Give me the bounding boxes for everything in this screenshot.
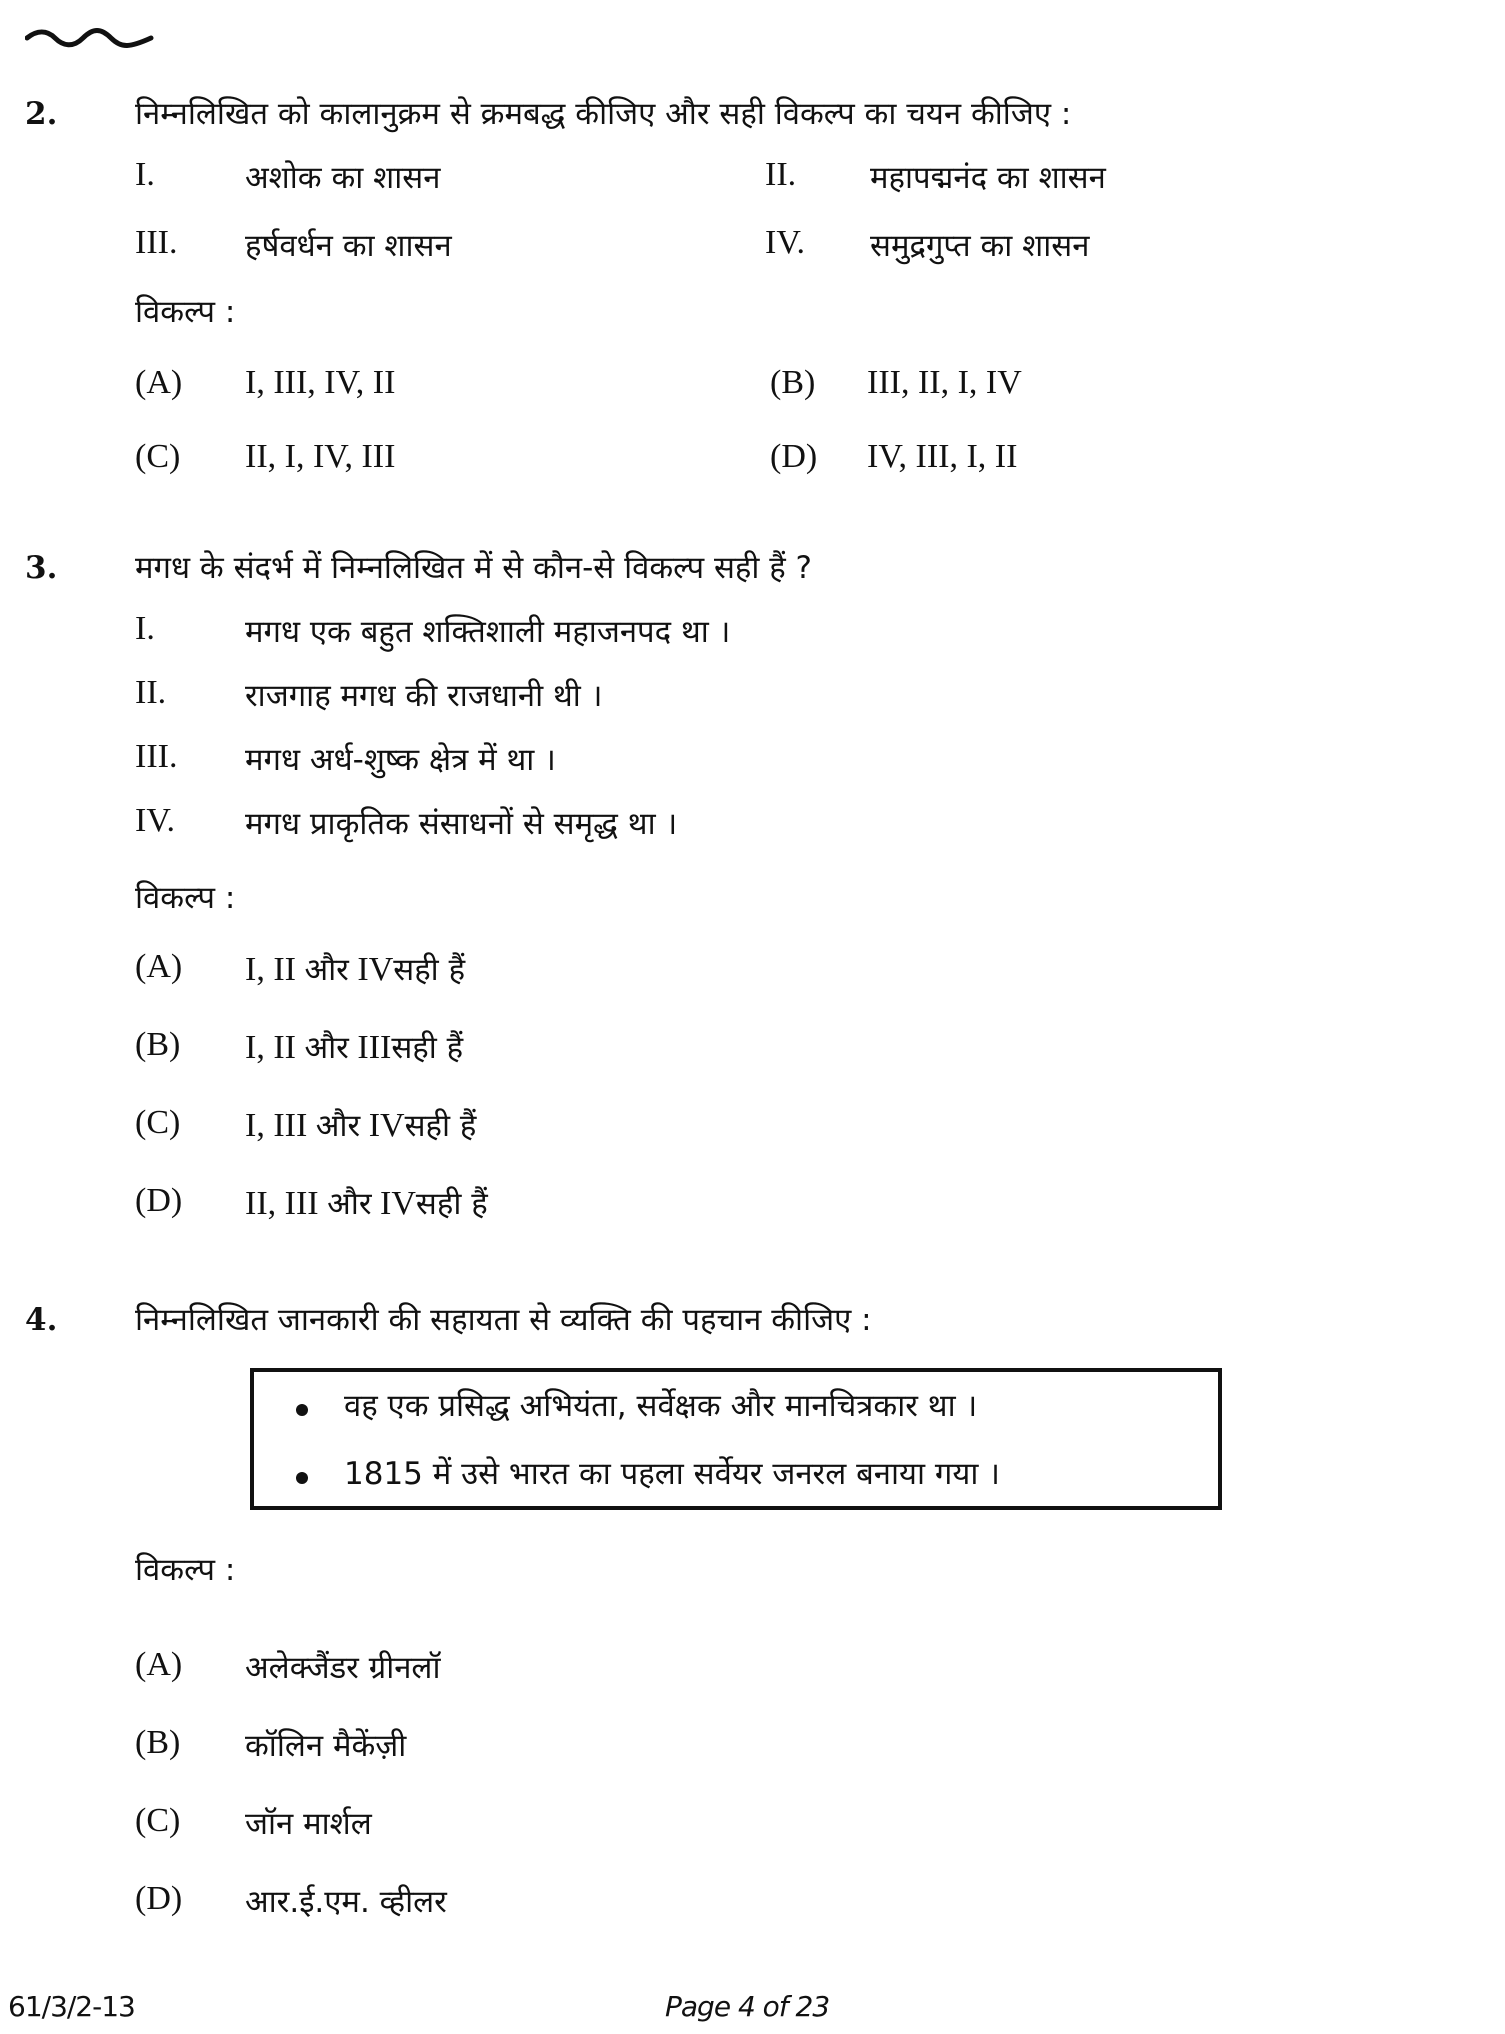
option-value: II, I, IV, III — [245, 438, 396, 475]
option-value: I, III, IV, II — [245, 364, 396, 401]
option-value: आर.ई.एम. व्हीलर — [245, 1884, 447, 1920]
option-value: IV, III, I, II — [867, 438, 1018, 475]
item-text: मगध एक बहुत शक्तिशाली महाजनपद था । — [245, 614, 731, 650]
option-suffix: सही हैं — [404, 1108, 477, 1144]
option-key: (C) — [135, 438, 181, 475]
option-value: अलेक्जैंडर ग्रीनलॉ — [245, 1650, 441, 1686]
option-key: (B) — [135, 1724, 181, 1761]
item-text: हर्षवर्धन का शासन — [245, 228, 452, 264]
item-roman: II. — [135, 674, 167, 711]
option-key: (A) — [135, 948, 183, 985]
option-key: (A) — [135, 1646, 183, 1683]
option-joiner: और — [304, 952, 349, 988]
item-text: अशोक का शासन — [245, 160, 441, 196]
option-key: (A) — [135, 364, 183, 401]
option-roman: III — [357, 1029, 392, 1066]
item-text: मगध अर्ध-शुष्क क्षेत्र में था । — [245, 742, 556, 778]
option-joiner: और — [327, 1186, 372, 1222]
option-roman: I, III — [245, 1107, 308, 1144]
options-label: विकल्प : — [135, 294, 236, 330]
option-key: (C) — [135, 1802, 181, 1839]
info-line: वह एक प्रसिद्ध अभियंता, सर्वेक्षक और मानचित्रकार था । — [344, 1388, 978, 1424]
item-text: महापद्मनंद का शासन — [870, 160, 1106, 196]
info-line: 1815 में उसे भारत का पहला सर्वेयर जनरल बनाया गया । — [344, 1456, 1000, 1492]
option-key: (D) — [135, 1182, 183, 1219]
option-joiner: और — [315, 1108, 361, 1144]
option-value: III, II, I, IV — [867, 364, 1022, 401]
option-joiner: और — [304, 1030, 349, 1066]
option-roman: I, II — [245, 951, 296, 988]
question-prompt: मगध के संदर्भ में निम्नलिखित में से कौन-से विकल्प सही हैं ? — [135, 550, 813, 586]
item-roman: I. — [135, 610, 155, 647]
option-roman: IV — [357, 951, 394, 988]
option-suffix: सही हैं — [393, 952, 466, 988]
option-roman: I, II — [245, 1029, 296, 1066]
option-key: (D) — [135, 1880, 183, 1917]
option-value: जॉन मार्शल — [245, 1806, 372, 1842]
info-box — [250, 1368, 1222, 1510]
option-value — [245, 948, 465, 990]
options-label: विकल्प : — [135, 1552, 236, 1588]
page-number: Page 4 of 23 — [665, 1990, 830, 2023]
item-text: राजगाह मगध की राजधानी थी । — [245, 678, 603, 714]
question-prompt: निम्नलिखित को कालानुक्रम से क्रमबद्ध कीजिए और सही विकल्प का चयन कीजिए : — [135, 96, 1072, 132]
wave-mark-icon — [25, 28, 155, 52]
option-key: (B) — [135, 1026, 181, 1063]
paper-code: 61/3/2-13 — [8, 1990, 135, 2023]
item-roman: III. — [135, 738, 178, 775]
item-roman: IV. — [135, 802, 175, 839]
option-key: (C) — [135, 1104, 181, 1141]
bullet-icon — [296, 1404, 308, 1416]
option-key: (B) — [770, 364, 816, 401]
option-key: (D) — [770, 438, 818, 475]
item-text: मगध प्राकृतिक संसाधनों से समृद्ध था । — [245, 806, 678, 842]
option-roman: IV — [368, 1107, 405, 1144]
bullet-icon — [296, 1472, 308, 1484]
question-number: 3. — [25, 550, 58, 586]
item-roman: II. — [765, 156, 797, 193]
question-number: 4. — [25, 1302, 58, 1338]
option-value — [245, 1104, 476, 1146]
item-text: समुद्रगुप्त का शासन — [870, 228, 1090, 264]
question-prompt: निम्नलिखित जानकारी की सहायता से व्यक्ति की पहचान कीजिए : — [135, 1302, 872, 1338]
option-value: कॉलिन मैकेंज़ी — [245, 1728, 407, 1764]
question-number: 2. — [25, 96, 58, 132]
option-value — [245, 1182, 488, 1224]
option-suffix: सही हैं — [415, 1186, 488, 1222]
option-roman: IV — [380, 1185, 416, 1222]
option-roman: II, III — [245, 1185, 319, 1222]
option-suffix: सही हैं — [391, 1030, 464, 1066]
item-roman: III. — [135, 224, 178, 261]
option-value — [245, 1026, 463, 1068]
options-label: विकल्प : — [135, 880, 236, 916]
item-roman: I. — [135, 156, 155, 193]
item-roman: IV. — [765, 224, 805, 261]
